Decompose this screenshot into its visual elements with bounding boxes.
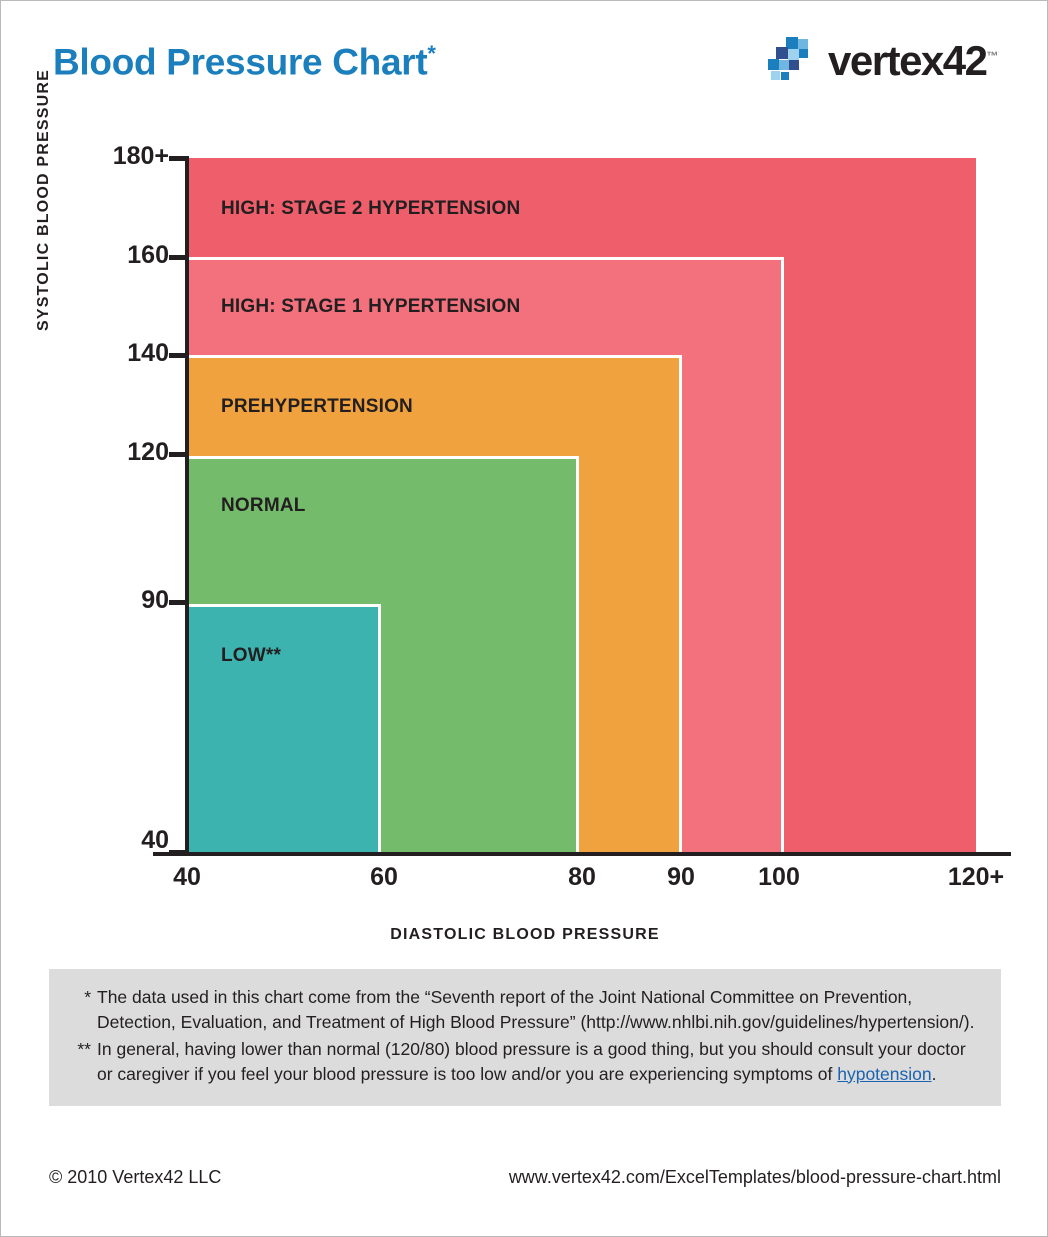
vertex42-logo-text bbox=[828, 37, 997, 84]
footnote-2 bbox=[71, 1037, 979, 1087]
y-tick-label-180: 180+ bbox=[112, 142, 169, 170]
band-label-stage2: HIGH: STAGE 2 HYPERTENSION bbox=[221, 198, 521, 219]
y-tick-label-180-wrap bbox=[41, 142, 169, 172]
logo-trademark: ™ bbox=[986, 49, 997, 63]
y-tick-label-120: 120 bbox=[127, 438, 169, 466]
chart-plot-area bbox=[187, 158, 976, 852]
y-tick-mark-160 bbox=[169, 255, 189, 260]
y-tick-label-160-wrap bbox=[41, 241, 169, 271]
footnote-2-text-before: In general, having lower than normal (120/80) blood pressure is a good thing, but you should consult your doctor or caregiver if you feel your blood pressure is too low and/or you are experiencing symptoms of bbox=[97, 1038, 966, 1084]
band-label-stage1: HIGH: STAGE 1 HYPERTENSION bbox=[221, 296, 521, 317]
y-axis-line bbox=[185, 156, 189, 856]
footnote-1-text: The data used in this chart come from the “Seventh report of the Joint National Committee on Prevention, Detection, Evaluation, and Treatment of High Blood Pressure” (http://www.nhlbi.nih.gov/guidelines/hypertension/). bbox=[97, 987, 975, 1032]
footnote-1-mark: * bbox=[84, 987, 91, 1007]
y-axis-title: SYSTOLIC BLOOD PRESSURE bbox=[35, 68, 52, 331]
page-title bbox=[53, 41, 436, 83]
y-tick-mark-120 bbox=[169, 452, 189, 457]
footnote-1 bbox=[71, 985, 979, 1035]
y-tick-label-160: 160 bbox=[127, 241, 169, 269]
y-tick-mark-40 bbox=[169, 850, 189, 855]
x-tick-label-90: 90 bbox=[667, 863, 695, 891]
x-tick-label-60: 60 bbox=[370, 863, 398, 891]
band-label-low: LOW** bbox=[221, 645, 282, 666]
x-axis-line bbox=[153, 852, 1011, 856]
y-tick-label-90: 90 bbox=[141, 586, 169, 614]
page-title-text: Blood Pressure Chart bbox=[53, 41, 428, 83]
page-footer bbox=[49, 1167, 1001, 1197]
x-tick-label-120: 120+ bbox=[947, 863, 1005, 891]
footnote-2-text-after: . bbox=[931, 1063, 937, 1084]
footnotes-panel bbox=[49, 969, 1001, 1106]
y-tick-label-90-wrap bbox=[41, 586, 169, 616]
footnote-2-text bbox=[97, 1037, 979, 1087]
band-label-normal: NORMAL bbox=[221, 495, 306, 516]
copyright-text: © 2010 Vertex42 LLC bbox=[49, 1167, 222, 1187]
y-tick-mark-180 bbox=[169, 156, 189, 161]
y-tick-mark-90 bbox=[169, 600, 189, 605]
band-label-prehypertension: PREHYPERTENSION bbox=[221, 396, 413, 417]
footer-url[interactable]: www.vertex42.com/ExcelTemplates/blood-pressure-chart.html bbox=[508, 1167, 1001, 1187]
y-tick-label-40: 40 bbox=[141, 826, 169, 854]
y-tick-label-40-wrap bbox=[41, 826, 169, 856]
band-low bbox=[187, 604, 381, 852]
x-axis-title: DIASTOLIC BLOOD PRESSURE bbox=[390, 926, 660, 943]
x-tick-label-40: 40 bbox=[173, 863, 201, 891]
hypotension-link[interactable]: hypotension bbox=[837, 1063, 932, 1084]
footnote-2-mark: ** bbox=[77, 1038, 91, 1059]
y-tick-label-120-wrap bbox=[41, 438, 169, 468]
y-tick-label-140-wrap bbox=[41, 339, 169, 369]
x-tick-label-100: 100 bbox=[758, 863, 800, 891]
y-tick-label-140: 140 bbox=[127, 339, 169, 367]
vertex42-logo-icon bbox=[766, 37, 820, 85]
logo-wordmark: vertex42 bbox=[828, 37, 987, 84]
page-header bbox=[1, 1, 1048, 119]
y-tick-mark-140 bbox=[169, 353, 189, 358]
vertex42-logo[interactable] bbox=[766, 33, 997, 89]
x-tick-label-80: 80 bbox=[568, 863, 596, 891]
page-title-footnote-mark: * bbox=[427, 41, 436, 66]
